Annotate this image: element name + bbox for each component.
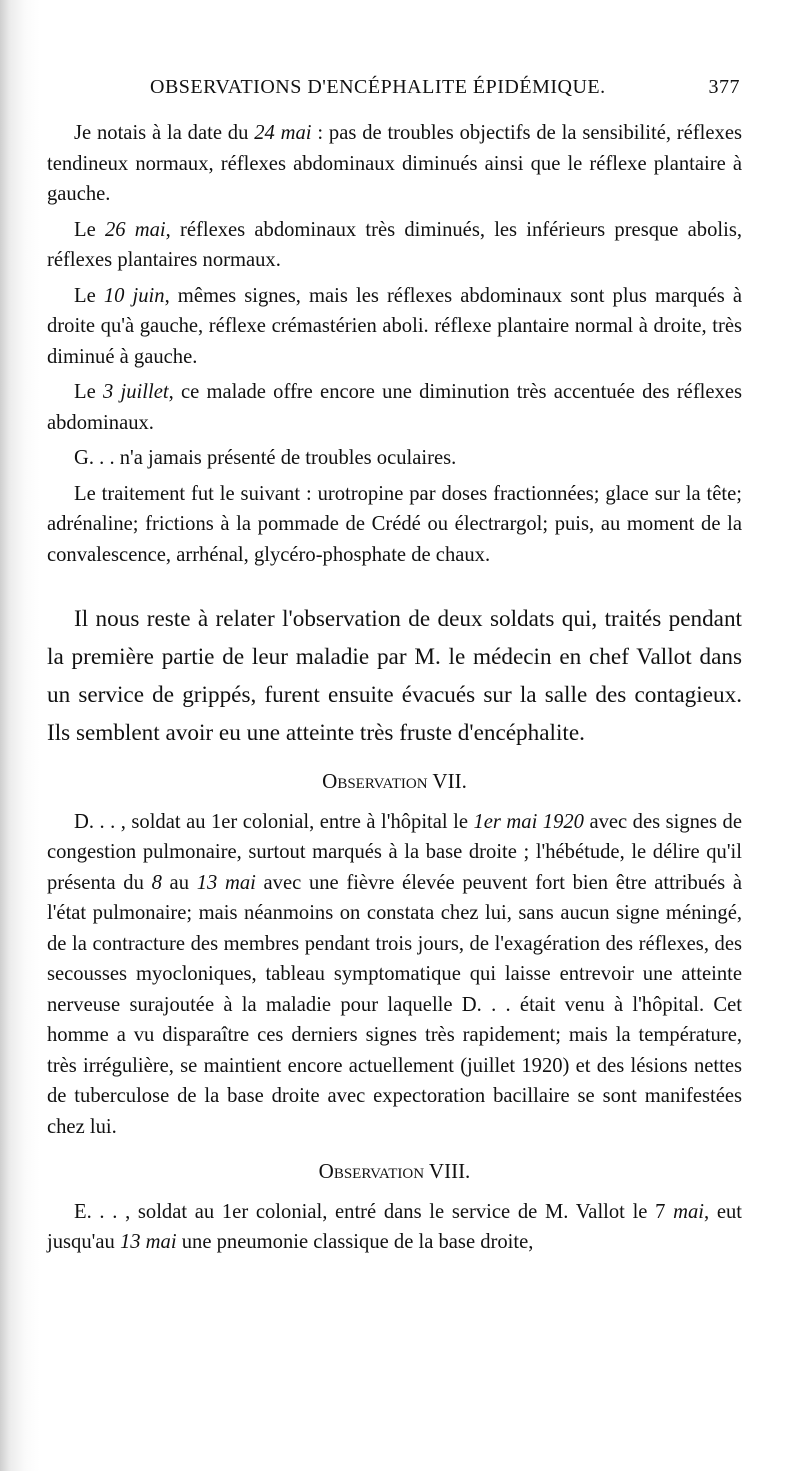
running-header — [150, 76, 740, 110]
running-title: OBSERVATIONS D'ENCÉPHALITE ÉPIDÉMIQUE. — [150, 76, 606, 98]
observation-8-heading: Observation VIII. — [318, 1159, 471, 1183]
paragraph-traitement: Le traitement fut le suivant : urotropine par doses fractionnées; glace sur la tête; adrénaline; frictions à la pommade de Crédé ou électrargol; puis, au moment de la convalescence, arrhénal, glycéro-phosphate de chaux. — [47, 482, 742, 566]
body-text — [47, 118, 742, 1258]
paragraph-3-juillet: Le 3 juillet, ce malade offre encore une diminution très accentuée des réflexes abdominaux. — [47, 381, 742, 434]
paragraph-26-mai: Le 26 mai, réflexes abdominaux très diminués, les inférieurs presque abolis, réflexes plantaires normaux. — [47, 218, 742, 271]
intro-paragraph: Il nous reste à relater l'observation de deux soldats qui, traités pendant la première partie de leur maladie par M. le médecin en chef Vallot dans un service de grippés, furent ensuite évacués sur la salle des contagieux. Ils semblent avoir eu une atteinte très fruste d'encéphalite. — [47, 606, 742, 746]
page-number: 377 — [708, 76, 740, 98]
observation-7-heading: Observation VII. — [322, 769, 467, 793]
observation-8-text: E. . . , soldat au 1er colonial, entré dans le service de M. Vallot le 7 mai, eut jusqu'au 13 mai une pneumonie classique de la base droite, — [47, 1200, 742, 1253]
section-gap — [47, 570, 742, 600]
paragraph-troubles-oculaires: G. . . n'a jamais présenté de troubles oculaires. — [74, 447, 457, 469]
paragraph-10-juin: Le 10 juin, mêmes signes, mais les réflexes abdominaux sont plus marqués à droite qu'à gauche, réflexe crémastérien aboli. réflexe plantaire normal à droite, très diminué à gauche. — [47, 284, 742, 368]
observation-7-text: D. . . , soldat au 1er colonial, entre à l'hôpital le 1er mai 1920 avec des signes de congestion pulmonaire, surtout marqués à la base droite ; l'hébétude, le délire qu'il présenta du 8 au 13 mai avec une fièvre élevée peuvent fort bien être attribués à l'état pulmonaire; mais néanmoins on constata chez lui, sans aucun signe méningé, de la contracture des membres pendant trois jours, de l'exagération des réflexes, des secousses myocloniques, tableau symptomatique qui laisse entrevoir une atteinte nerveuse surajoutée à la maladie pour laquelle D. . . était venu à l'hôpital. Cet homme a vu disparaître ces derniers signes très rapidement; mais la température, très irrégulière, se maintient encore actuellement (juillet 1920) et des lésions nettes de tuberculose de la base droite avec expectoration bacillaire se sont manifestées chez lui. — [47, 810, 743, 1138]
paragraph-24-mai: Je notais à la date du 24 mai : pas de troubles objectifs de la sensibilité, réflexes tendineux normaux, réflexes abdominaux diminués ainsi que le réflexe plantaire à gauche. — [47, 122, 742, 205]
